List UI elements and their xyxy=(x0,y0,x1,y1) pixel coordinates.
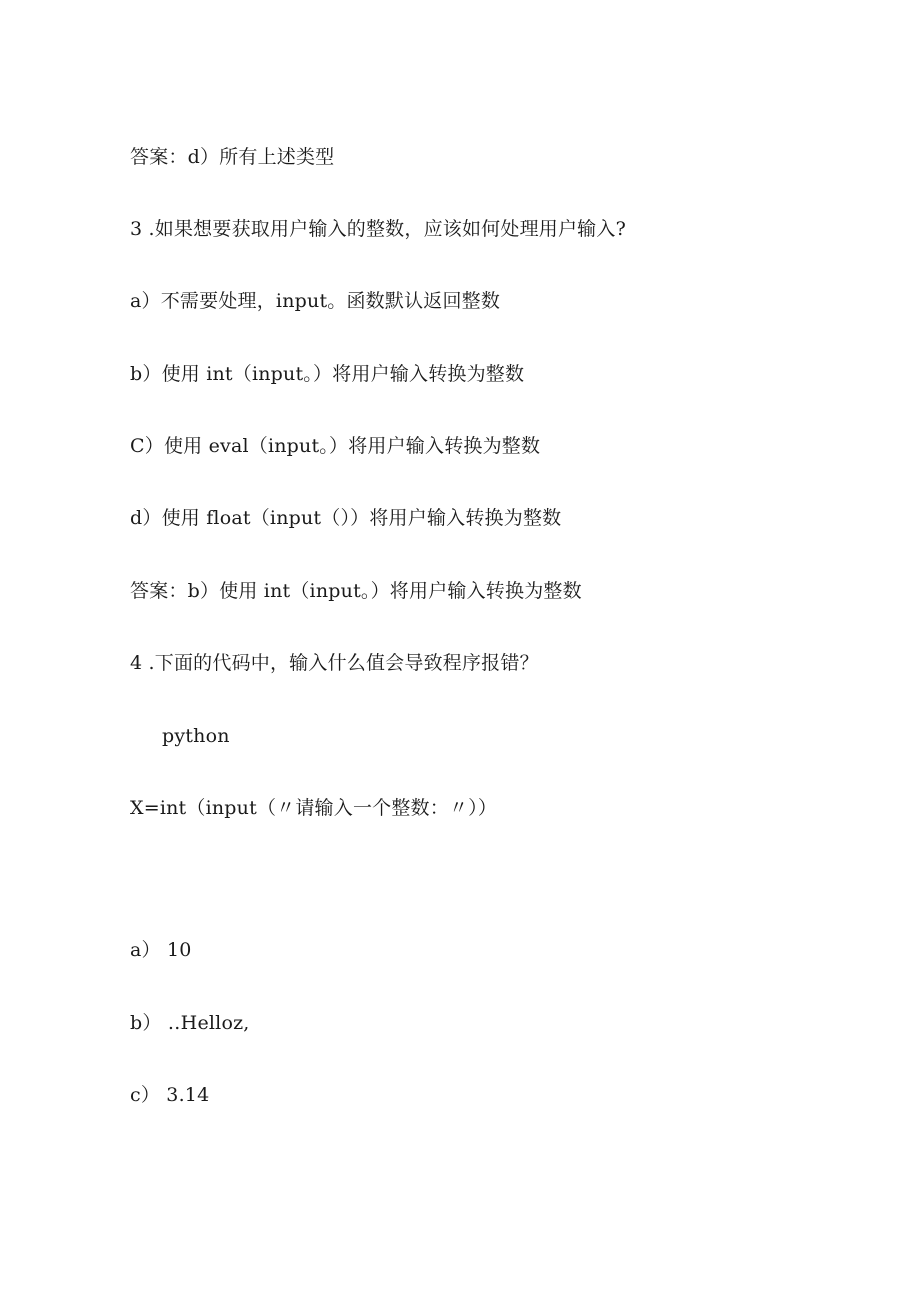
question-3: 3 .如果想要获取用户输入的整数，应该如何处理用户输入? xyxy=(130,218,626,240)
question-4: 4 .下面的代码中，输入什么值会导致程序报错？ xyxy=(130,652,539,674)
q4-option-a: a） 10 xyxy=(130,939,192,961)
code-line: X=int（input（〃请输入一个整数：〃）） xyxy=(130,797,498,819)
q3-option-d: d）使用 float（input（））将用户输入转换为整数 xyxy=(130,507,562,529)
q4-option-b: b） ‥Helloz, xyxy=(130,1012,250,1034)
code-language-label: python xyxy=(162,725,230,747)
q4-option-c: c） 3.14 xyxy=(130,1084,210,1106)
q3-option-a: a）不需要处理，input。函数默认返回整数 xyxy=(130,290,501,312)
q3-option-c: C）使用 eval（input。）将用户输入转换为整数 xyxy=(130,435,541,457)
answer-q2: 答案：d）所有上述类型 xyxy=(130,146,335,168)
q3-option-b: b）使用 int（input。）将用户输入转换为整数 xyxy=(130,363,525,385)
answer-q3: 答案：b）使用 int（input。）将用户输入转换为整数 xyxy=(130,580,582,602)
